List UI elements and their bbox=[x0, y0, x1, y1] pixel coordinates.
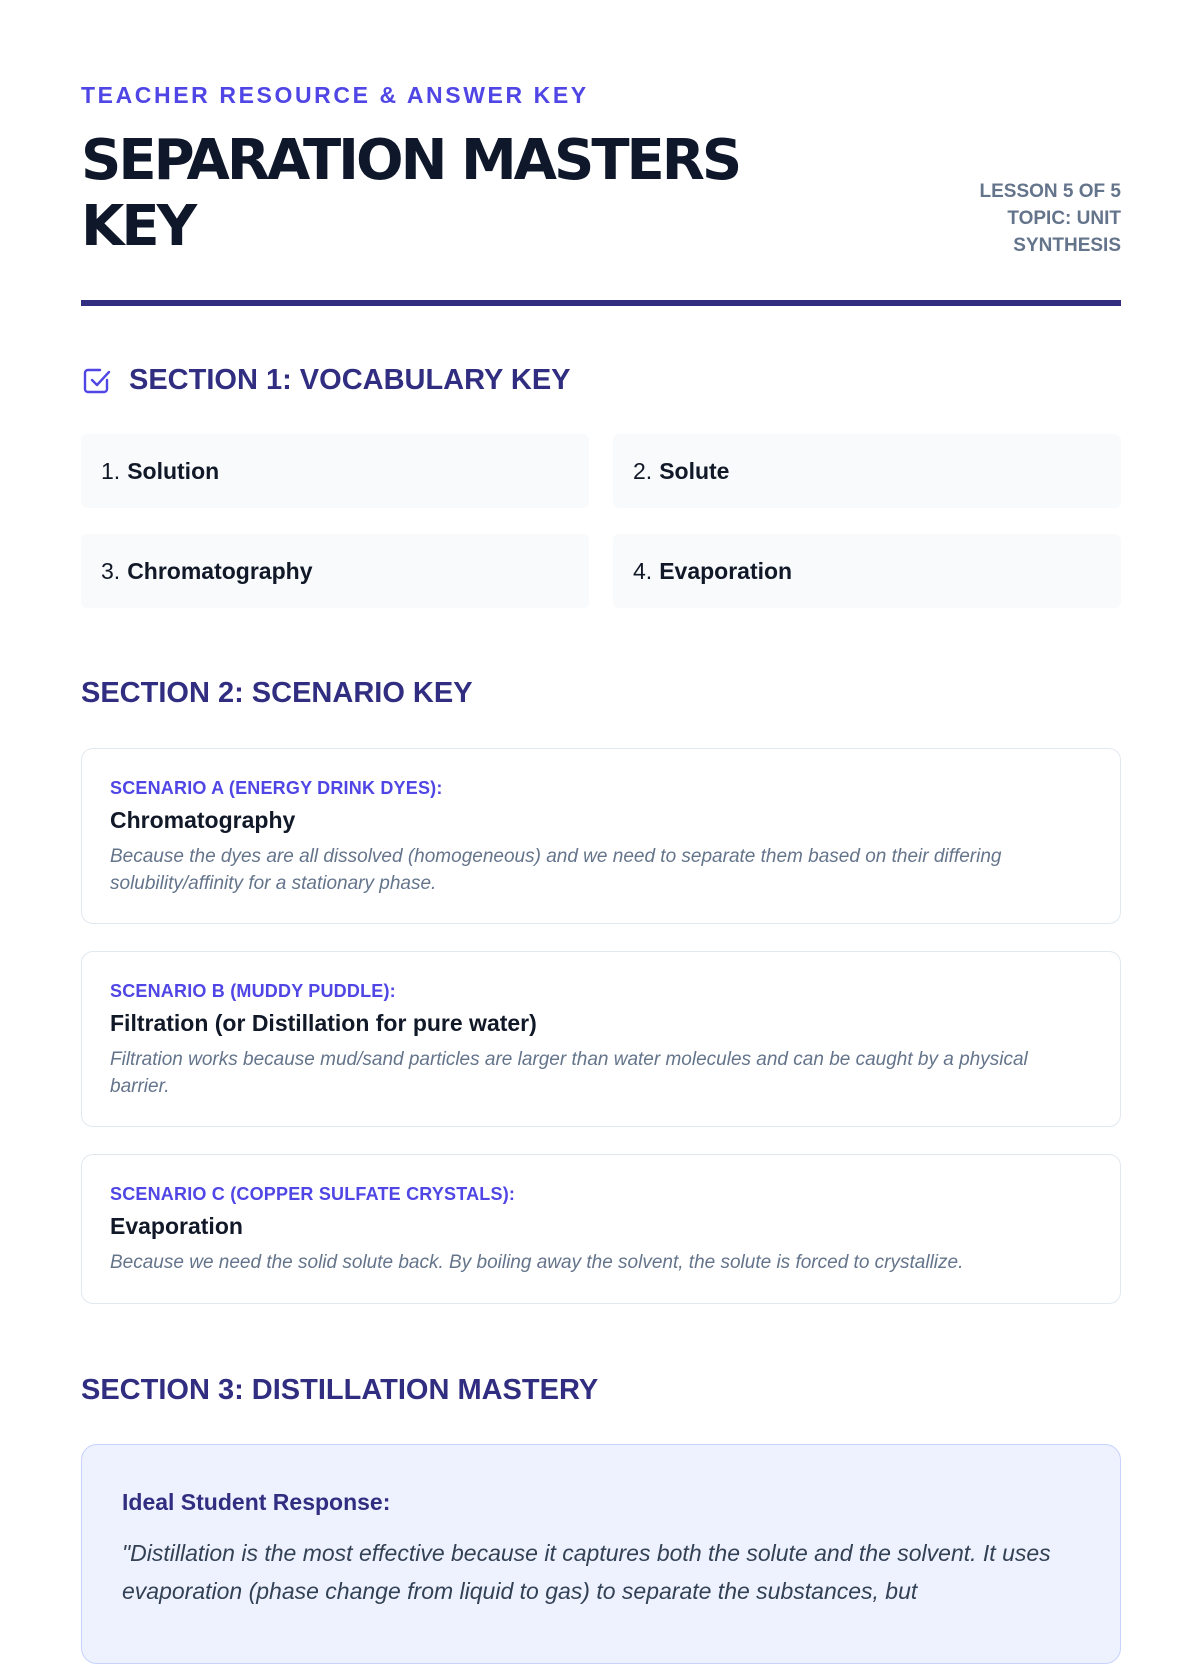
scenario-answer: Chromatography bbox=[110, 807, 296, 833]
scenario-answer: Filtration (or Distillation for pure water) bbox=[110, 1010, 537, 1036]
section2-title: SECTION 2: SCENARIO KEY bbox=[81, 677, 473, 709]
scenario-label: SCENARIO B (MUDDY PUDDLE): bbox=[110, 981, 396, 1001]
lesson-number: LESSON 5 OF 5 bbox=[979, 181, 1121, 202]
section3-title: SECTION 3: DISTILLATION MASTERY bbox=[81, 1374, 599, 1406]
response-text: "Distillation is the most effective because it captures both the solute and the solvent. It uses evaporation (phase change from liquid to gas) to separate the substances, but bbox=[122, 1540, 1051, 1604]
scenario-label: SCENARIO A (ENERGY DRINK DYES): bbox=[110, 778, 443, 798]
vocab-item bbox=[613, 534, 1121, 608]
section1-title bbox=[81, 364, 571, 397]
vocab-term: Evaporation bbox=[659, 557, 793, 584]
vocab-item bbox=[81, 434, 589, 508]
vocab-term: Solute bbox=[659, 457, 730, 484]
scenario-label: SCENARIO C (COPPER SULFATE CRYSTALS): bbox=[110, 1184, 516, 1204]
vocab-term: Solution bbox=[127, 457, 220, 484]
lesson-topic: TOPIC: UNIT SYNTHESIS bbox=[1007, 208, 1121, 256]
vocab-item bbox=[613, 434, 1121, 508]
ideal-response-box bbox=[81, 1444, 1121, 1664]
scenario-reason: Because the dyes are all dissolved (homogeneous) and we need to separate them based on their differing solubility/affinity for a stationary phase. bbox=[110, 846, 1002, 894]
scenario-reason: Because we need the solid solute back. By boiling away the solvent, the solute is forced to crystallize. bbox=[110, 1252, 964, 1273]
vocab-term: Chromatography bbox=[127, 557, 313, 584]
vocab-number: 1. bbox=[101, 457, 121, 484]
vocab-number: 3. bbox=[101, 557, 121, 584]
vocab-item bbox=[81, 534, 589, 608]
scenario-card-a bbox=[81, 748, 1121, 924]
vocab-number: 4. bbox=[633, 557, 653, 584]
lesson-meta bbox=[901, 178, 1121, 259]
header-divider bbox=[81, 300, 1121, 306]
scenario-answer: Evaporation bbox=[110, 1213, 243, 1239]
scenario-card-c bbox=[81, 1154, 1121, 1304]
eyebrow-label: TEACHER RESOURCE & ANSWER KEY bbox=[81, 82, 589, 108]
response-label: Ideal Student Response: bbox=[122, 1489, 391, 1515]
scenario-reason: Filtration works because mud/sand particles are larger than water molecules and can be caught by a physical barrier. bbox=[110, 1049, 1028, 1097]
checkbox-icon bbox=[81, 365, 113, 397]
page-title: SEPARATION MASTERS KEY bbox=[81, 128, 740, 259]
vocab-number: 2. bbox=[633, 457, 653, 484]
scenario-card-b bbox=[81, 951, 1121, 1127]
section1-title-text: SECTION 1: VOCABULARY KEY bbox=[129, 364, 571, 396]
